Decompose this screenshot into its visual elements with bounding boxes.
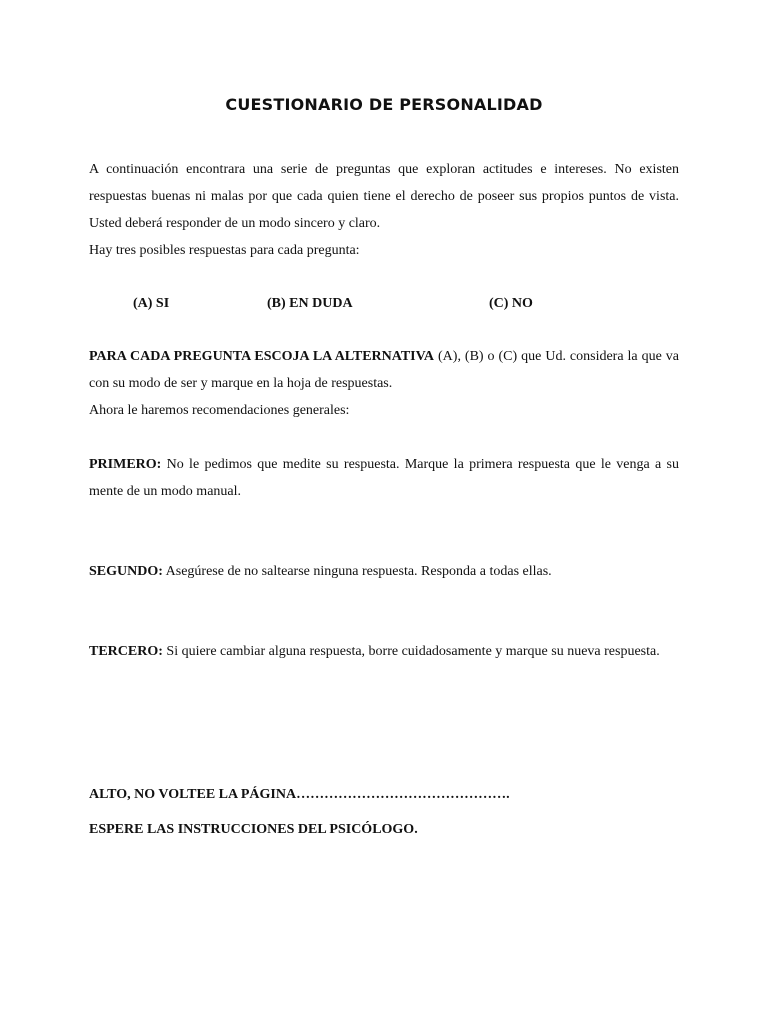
segundo-paragraph — [89, 558, 679, 585]
instruction-bold: PARA CADA PREGUNTA ESCOJA LA ALTERNATIVA — [89, 349, 435, 364]
instruction-text — [89, 343, 679, 397]
primero-text: No le pedimos que medite su respuesta. Marque la primera respuesta que le venga a su mente de un modo manual. — [89, 457, 679, 499]
segundo-text: Asegúrese de no saltearse ninguna respuesta. Responda a todas ellas. — [162, 564, 552, 579]
instruction-rest: (A), (B) o (C) que Ud. considera la que va con su modo de ser y marque en la hoja de respuestas. — [89, 349, 680, 391]
wait-instructions: ESPERE LAS INSTRUCCIONES DEL PSICÓLOGO. — [89, 822, 418, 837]
tercero-text: Si quiere cambiar alguna respuesta, borre cuidadosamente y marque su nueva respuesta. — [162, 644, 660, 659]
segundo-label: SEGUNDO: — [89, 564, 163, 579]
option-b: (B) EN DUDA — [267, 296, 353, 311]
intro-text: A continuación encontrara una serie de preguntas que exploran actitudes e intereses. No existen respuestas buenas ni malas por que cada quien tiene el derecho de poseer sus propios puntos de vista. Usted deberá responder de un modo sincero y claro. — [89, 162, 679, 231]
primero-label: PRIMERO: — [89, 457, 162, 472]
intro-paragraph — [89, 156, 679, 264]
tercero-label: TERCERO: — [89, 644, 163, 659]
tercero-paragraph — [89, 638, 679, 665]
option-c: (C) NO — [489, 296, 533, 311]
recommendations-intro: Ahora le haremos recomendaciones generales: — [89, 403, 350, 418]
intro-question-text: Hay tres posibles respuestas para cada pregunta: — [89, 243, 360, 258]
answer-options — [0, 290, 768, 317]
option-a: (A) SI — [133, 296, 170, 311]
instructions-paragraph — [89, 343, 679, 424]
stop-warning: ALTO, NO VOLTEE LA PÁGINA………………………………………. — [89, 787, 510, 802]
primero-paragraph — [89, 451, 679, 505]
page-title: CUESTIONARIO DE PERSONALIDAD — [225, 95, 543, 114]
